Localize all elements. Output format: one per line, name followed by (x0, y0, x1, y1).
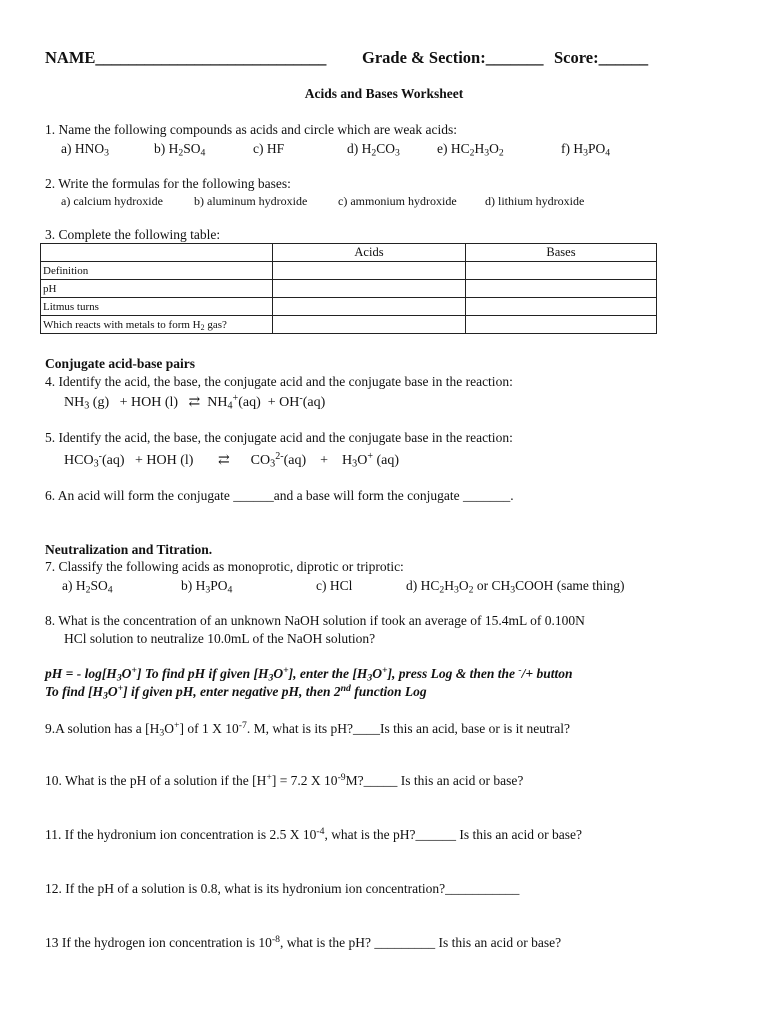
q1-option-a: a) $HNO_3$ (61, 141, 109, 159)
question-5: 5. Identify the acid, the base, the conjugate acid and the conjugate base in the reaction: (45, 430, 513, 445)
section-heading-conjugate: Conjugate acid-base pairs (45, 356, 196, 371)
table-header-bases: Bases (466, 244, 657, 262)
q1-option-b: b) $H_2SO_4$ (154, 141, 206, 159)
q2-option-b: b) aluminum hydroxide (194, 194, 308, 208)
acids-bases-table (40, 243, 657, 334)
q2-option-d: d) lithium hydroxide (485, 194, 585, 208)
table-corner-cell (41, 244, 273, 262)
table-cell-input[interactable] (273, 280, 466, 298)
ph-inverse-note: To find $[H_3O^+]$ if given pH, enter negative pH, then 2nd function Log (45, 683, 427, 702)
question-11: 11. If the hydronium ion concentration is 2.5 X $10^{-4}$, what is the pH?______ Is this an acid or base? (45, 826, 582, 842)
name-blank[interactable]: ____________________________ (95, 48, 327, 67)
table-cell-input[interactable] (466, 298, 657, 316)
table-cell-input[interactable] (466, 316, 657, 334)
q2-option-a: a) calcium hydroxide (61, 194, 163, 208)
question-1: 1. Name the following compounds as acids and circle which are weak acids: (45, 122, 457, 137)
question-7: 7. Classify the following acids as monoprotic, diprotic or triprotic: (45, 559, 404, 574)
score-field[interactable] (554, 48, 648, 68)
q7-option-a: a) $H_2SO_4$ (62, 578, 113, 596)
table-row-label: Definition (41, 262, 273, 280)
q1-option-d: d) $H_2CO_3$ (347, 141, 400, 159)
grade-blank[interactable]: _______ (485, 48, 544, 67)
section-heading-neutralization: Neutralization and Titration. (45, 542, 213, 557)
table-cell-input[interactable] (466, 280, 657, 298)
question-10: 10. What is the pH of a solution if the [H+] = 7.2 X $10^{-9}M?\_\_\_\_\_$ Is this an acid or base? (45, 772, 524, 788)
question-9: 9.A solution has a $[H_3O^+]$ of 1 X $10^{-7}$. M, what is its pH?____Is this an acid, base or is it neutral? (45, 720, 571, 739)
table-row-label: Which reacts with metals to form $H_2$ gas? (41, 316, 273, 334)
score-blank[interactable]: ______ (598, 48, 649, 67)
grade-section-field[interactable] (362, 48, 543, 68)
q1-option-f: f) $H_3PO_4$ (561, 141, 611, 159)
question-6: 6. An acid will form the conjugate ______and a base will form the conjugate _______. (45, 488, 514, 503)
score-label: Score: (554, 48, 599, 67)
page-title: Acids and Bases Worksheet (304, 86, 464, 101)
table-cell-input[interactable] (273, 262, 466, 280)
table-header-acids: Acids (273, 244, 466, 262)
table-row-label: pH (41, 280, 273, 298)
q2-option-c: c) ammonium hydroxide (338, 194, 457, 208)
question-13: 13 If the hydrogen ion concentration is $10^{-8}$, what is the pH? _________ Is this an acid or base? (45, 934, 562, 950)
q1-option-c: c) HF (253, 141, 285, 156)
table-cell-input[interactable] (466, 262, 657, 280)
name-label: NAME (45, 48, 96, 67)
q7-option-d: d) $HC_2H_3O_2$ or $CH_3COOH$ (same thing) (406, 578, 625, 596)
q7-option-c: c) HCl (316, 578, 353, 593)
table-cell-input[interactable] (273, 298, 466, 316)
table-row-label: Litmus turns (41, 298, 273, 316)
question-12: 12. If the pH of a solution is 0.8, what is its hydronium ion concentration?___________ (45, 881, 520, 896)
q4-reaction: $NH_3$ (g) + HOH (l) ⇄ $NH_4^+(aq) + OH^-(aq)$ (64, 392, 326, 412)
grade-label: Grade & Section: (362, 48, 486, 67)
q7-option-b: b) $H_3PO_4$ (181, 578, 233, 596)
ph-formula-note: pH = - $\log[H_3O^+]$ To find pH if given $[H_3O^+]$, enter the $[H_3O^+]$, press Log & then the -/+ button (45, 665, 573, 684)
question-3: 3. Complete the following table: (45, 227, 221, 242)
q5-reaction: $HCO_3^-(aq)$ + HOH (l) ⇄ $CO_3^{2-}(aq)$ + $H_3O^+$ (aq) (64, 450, 400, 470)
name-field[interactable] (45, 48, 326, 68)
table-cell-input[interactable] (273, 316, 466, 334)
question-4: 4. Identify the acid, the base, the conjugate acid and the conjugate base in the reaction: (45, 374, 513, 389)
question-8-line-2: HCl solution to neutralize 10.0mL of the NaOH solution? (64, 631, 376, 646)
question-8-line-1: 8. What is the concentration of an unknown NaOH solution if took an average of 15.4mL of 0.100N (45, 613, 585, 628)
question-2: 2. Write the formulas for the following bases: (45, 176, 291, 191)
q1-option-e: e) $HC_2H_3O_2$ (437, 141, 504, 159)
